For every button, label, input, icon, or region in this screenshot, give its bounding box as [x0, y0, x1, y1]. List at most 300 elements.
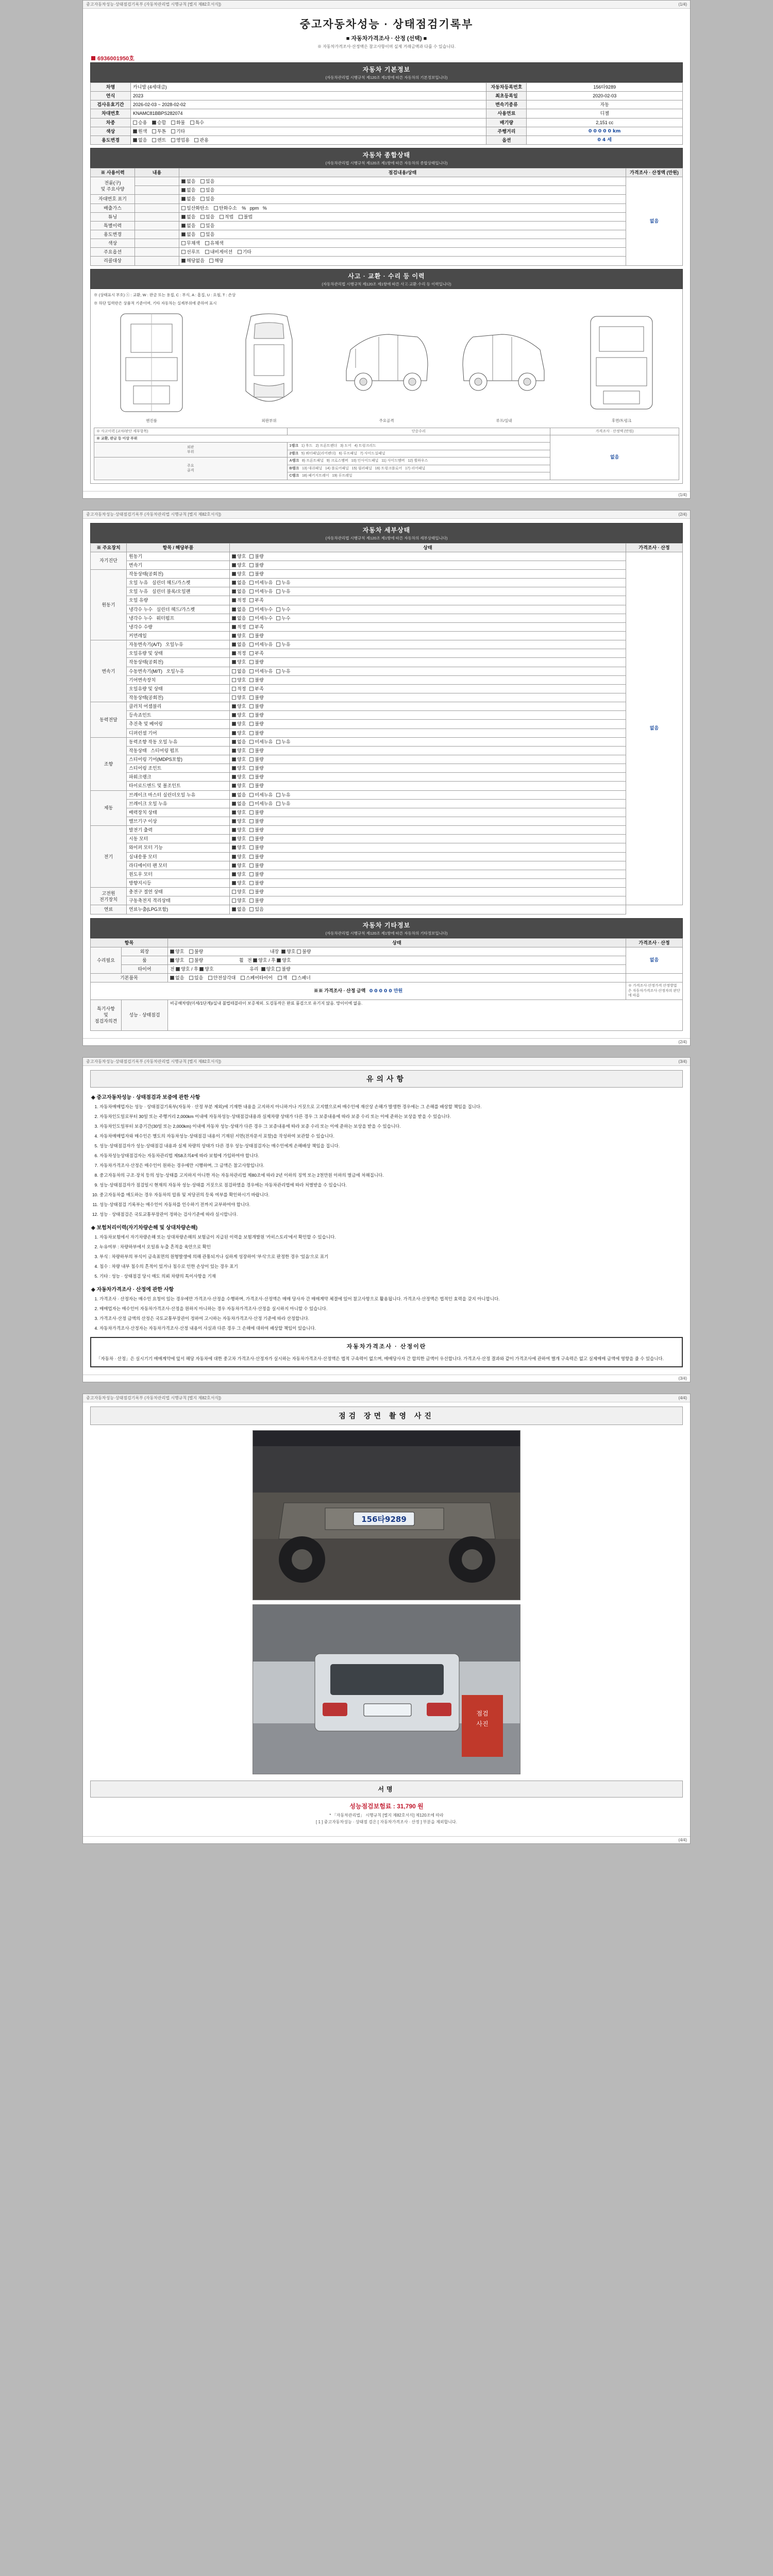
checkbox-icon[interactable] — [232, 740, 236, 744]
checkbox-icon[interactable] — [232, 784, 236, 788]
state-option[interactable]: 있음 — [200, 178, 214, 184]
checkbox-icon[interactable] — [249, 687, 254, 691]
checkbox-icon[interactable] — [241, 976, 245, 980]
value-first-reg: 2020-02-03 — [527, 92, 683, 100]
checkbox-icon[interactable] — [249, 890, 254, 894]
fee-value: 31,790 원 — [397, 1802, 424, 1810]
status-option[interactable]: 양호 — [170, 957, 184, 963]
page-number: (4/4) — [678, 1395, 687, 1400]
checkbox-icon[interactable] — [232, 828, 236, 832]
checkbox-icon[interactable] — [176, 967, 180, 971]
special-label: 특기사항 및 점검자의견 — [91, 999, 122, 1030]
checkbox-icon[interactable] — [189, 958, 193, 962]
checkbox-icon[interactable] — [249, 837, 254, 841]
checkbox-icon[interactable] — [170, 976, 174, 980]
checkbox-icon[interactable] — [232, 845, 236, 850]
checkbox-icon[interactable] — [152, 129, 156, 133]
checkbox-icon[interactable] — [249, 881, 254, 885]
checkbox-icon[interactable] — [249, 598, 254, 602]
checkbox-icon[interactable] — [249, 669, 254, 673]
etc-item-label: 룸 — [122, 956, 168, 964]
state-option[interactable]: 탄화수소 — [214, 205, 237, 211]
checkbox-icon[interactable] — [249, 563, 254, 567]
checkbox-icon[interactable] — [232, 554, 236, 558]
status-option[interactable]: 양호 — [232, 730, 246, 736]
status-option[interactable]: 불량 — [249, 677, 263, 683]
checkbox-icon[interactable] — [171, 138, 175, 142]
checkbox-icon[interactable] — [232, 581, 236, 585]
item-status — [230, 852, 626, 861]
status-option[interactable]: 있음 — [189, 975, 203, 981]
checkbox-icon[interactable] — [281, 950, 285, 954]
checkbox-icon[interactable] — [276, 607, 280, 612]
value-change: 0 4 세 — [527, 135, 683, 144]
checkbox-icon[interactable] — [205, 241, 209, 245]
checkbox-icon[interactable] — [249, 740, 254, 744]
state-option[interactable]: 없음 — [181, 214, 195, 220]
status-option-2[interactable]: 내장 양호 불량 — [270, 948, 311, 954]
checkbox-icon[interactable] — [181, 241, 186, 245]
status-option[interactable]: 양호 — [232, 897, 246, 904]
status-option[interactable]: 미세누수 — [249, 615, 273, 621]
status-option[interactable]: 양호 — [232, 827, 246, 833]
status-option[interactable]: 미세누유 — [249, 588, 273, 595]
status-option[interactable]: 누유 — [276, 801, 290, 807]
checkbox-icon[interactable] — [232, 907, 236, 911]
status-option[interactable]: 전 양호 / 후 양호 — [170, 966, 214, 972]
checkbox-icon[interactable] — [170, 950, 174, 954]
status-option[interactable]: 불량 — [249, 756, 263, 762]
checkbox-icon[interactable] — [249, 651, 254, 655]
status-option[interactable]: 양호 — [232, 783, 246, 789]
checkbox-icon[interactable] — [232, 775, 236, 779]
status-option[interactable]: 양호 — [232, 694, 246, 701]
status-option[interactable]: 양호 — [232, 836, 246, 842]
checkbox-icon[interactable] — [133, 129, 137, 133]
status-option[interactable]: 양호 — [232, 633, 246, 639]
state-option[interactable]: 없음 — [181, 187, 195, 193]
checkbox-icon[interactable] — [249, 572, 254, 576]
checkbox-icon[interactable] — [249, 793, 254, 797]
state-option[interactable]: 일산화탄소 — [181, 205, 209, 211]
checkbox-icon[interactable] — [208, 976, 212, 980]
checkbox-icon[interactable] — [249, 625, 254, 629]
checkbox-icon[interactable] — [239, 215, 243, 219]
status-option[interactable]: 불량 — [249, 889, 263, 895]
state-option[interactable]: 없음 — [181, 178, 195, 184]
status-option[interactable]: 없음 — [232, 792, 246, 798]
status-option[interactable]: 양호 — [232, 677, 246, 683]
checkbox-icon[interactable] — [249, 749, 254, 753]
th-status: 상태 — [230, 543, 626, 552]
checkbox-icon[interactable] — [232, 810, 236, 815]
state-option[interactable]: 불법 — [239, 214, 253, 220]
checkbox-icon[interactable] — [232, 881, 236, 885]
state-option[interactable]: 유채색 — [205, 240, 224, 246]
checkbox-icon[interactable] — [232, 678, 236, 682]
state-option[interactable]: 없음 — [181, 223, 195, 229]
checkbox-icon[interactable] — [249, 802, 254, 806]
state-option[interactable]: 해당없음 — [181, 258, 205, 264]
status-option[interactable]: 양호 — [232, 703, 246, 709]
checkbox-icon[interactable] — [181, 250, 186, 254]
checkbox-icon[interactable] — [276, 589, 280, 594]
type-option[interactable]: 특수 — [190, 120, 204, 126]
status-option[interactable]: 불량 — [249, 827, 263, 833]
status-option[interactable]: 적정 — [232, 624, 246, 630]
checkbox-icon[interactable] — [249, 828, 254, 832]
state-option[interactable]: 있음 — [200, 187, 214, 193]
checkbox-icon[interactable] — [232, 802, 236, 806]
checkbox-icon[interactable] — [232, 572, 236, 576]
checkbox-icon[interactable] — [133, 121, 137, 125]
status-option[interactable]: 불량 — [249, 774, 263, 780]
checkbox-icon[interactable] — [232, 616, 236, 620]
checkbox-icon[interactable] — [277, 958, 281, 962]
status-option[interactable]: 누유 — [276, 792, 290, 798]
checkbox-icon[interactable] — [232, 669, 236, 673]
status-option[interactable]: 부족 — [249, 686, 263, 692]
status-option[interactable]: 양호 — [232, 712, 246, 718]
checkbox-icon[interactable] — [232, 660, 236, 664]
checkbox-icon[interactable] — [261, 967, 265, 971]
status-option[interactable]: 불량 — [249, 809, 263, 816]
page-4-top-bar — [83, 1394, 690, 1402]
checkbox-icon[interactable] — [249, 642, 254, 647]
status-option-glass[interactable]: 유리 양호 불량 — [249, 966, 291, 972]
status-option[interactable]: 양호 — [232, 818, 246, 824]
checkbox-icon[interactable] — [249, 731, 254, 735]
checkbox-icon[interactable] — [205, 250, 209, 254]
checkbox-icon[interactable] — [249, 696, 254, 700]
status-option[interactable]: 없음 — [170, 975, 184, 981]
status-option[interactable]: 누수 — [276, 615, 290, 621]
status-option[interactable]: 양호 — [232, 844, 246, 851]
checkbox-icon[interactable] — [249, 899, 254, 903]
checkbox-icon[interactable] — [276, 581, 280, 585]
status-option[interactable]: 없음 — [232, 906, 246, 912]
status-option[interactable]: 불량 — [249, 765, 263, 771]
status-option[interactable]: 미세누유 — [249, 641, 273, 648]
status-option[interactable]: 불량 — [249, 553, 263, 560]
checkbox-icon[interactable] — [171, 129, 175, 133]
checkbox-icon[interactable] — [200, 232, 205, 236]
checkbox-icon[interactable] — [249, 713, 254, 717]
status-option[interactable]: 스패너 — [292, 975, 311, 981]
checkbox-icon[interactable] — [232, 687, 236, 691]
status-option[interactable]: 누유 — [276, 739, 290, 745]
checkbox-icon[interactable] — [181, 188, 186, 192]
checkbox-icon[interactable] — [181, 224, 186, 228]
checkbox-icon[interactable] — [232, 563, 236, 567]
status-option[interactable]: 미세누유 — [249, 801, 273, 807]
state-option[interactable]: 있음 — [200, 196, 214, 202]
status-option[interactable]: 불량 — [249, 694, 263, 701]
checkbox-icon[interactable] — [249, 855, 254, 859]
checkbox-icon[interactable] — [249, 704, 254, 708]
item-label: 작동상태(공회전) — [127, 693, 230, 702]
status-option[interactable]: 누수 — [276, 606, 290, 613]
checkbox-icon[interactable] — [253, 958, 257, 962]
status-option[interactable]: 양호 — [232, 571, 246, 577]
status-option[interactable]: 누유 — [276, 580, 290, 586]
status-option[interactable]: 양호 — [232, 765, 246, 771]
checkbox-icon[interactable] — [232, 607, 236, 612]
checkbox-icon[interactable] — [232, 899, 236, 903]
status-option[interactable]: 양호 — [232, 889, 246, 895]
status-option[interactable]: 불량 — [249, 703, 263, 709]
checkbox-icon[interactable] — [189, 976, 193, 980]
checkbox-icon[interactable] — [189, 950, 193, 954]
checkbox-icon[interactable] — [214, 206, 218, 210]
checkbox-icon[interactable] — [297, 950, 301, 954]
section-header-detail — [90, 523, 683, 543]
status-option[interactable]: 불량 — [249, 571, 263, 577]
state-option[interactable]: 없음 — [181, 231, 195, 238]
status-option[interactable]: 불량 — [249, 880, 263, 886]
state-option[interactable]: 있음 — [200, 231, 214, 238]
checkbox-icon[interactable] — [276, 669, 280, 673]
status-option[interactable]: 없음 — [232, 641, 246, 648]
status-option[interactable]: 불량 — [249, 721, 263, 727]
status-option[interactable]: 적정 — [232, 650, 246, 656]
checkbox-icon[interactable] — [181, 206, 186, 210]
color-option[interactable]: 투톤 — [152, 128, 166, 134]
status-option[interactable]: 양호 — [232, 854, 246, 860]
status-option[interactable]: 미세누유 — [249, 580, 273, 586]
checkbox-icon[interactable] — [278, 976, 282, 980]
status-option[interactable]: 양호 — [232, 756, 246, 762]
checkbox-icon[interactable] — [249, 810, 254, 815]
checkbox-icon[interactable] — [249, 784, 254, 788]
status-option-wheel[interactable]: 휠 전 양호 / 후 양호 — [239, 957, 291, 963]
item-status — [230, 843, 626, 852]
checkbox-icon[interactable] — [232, 696, 236, 700]
status-option[interactable]: 불량 — [249, 818, 263, 824]
checkbox-icon[interactable] — [181, 215, 186, 219]
status-option[interactable]: 없음 — [232, 588, 246, 595]
type-option[interactable]: 화물 — [171, 120, 185, 126]
status-option[interactable]: 불량 — [249, 659, 263, 665]
type-option[interactable]: 승합 — [152, 120, 166, 126]
status-option[interactable]: 양호 — [232, 871, 246, 877]
status-option[interactable]: 양호 — [232, 809, 246, 816]
status-option[interactable]: 부족 — [249, 624, 263, 630]
checkbox-icon[interactable] — [232, 598, 236, 602]
checkbox-icon[interactable] — [249, 863, 254, 868]
checkbox-icon[interactable] — [232, 749, 236, 753]
checkbox-icon[interactable] — [232, 642, 236, 647]
status-option[interactable]: 불량 — [249, 844, 263, 851]
status-option[interactable]: 양호 — [170, 948, 184, 955]
status-option[interactable]: 양호 — [232, 562, 246, 568]
state-option[interactable]: 없음 — [181, 196, 195, 202]
state-option[interactable]: % ppm % — [242, 205, 267, 211]
checkbox-icon[interactable] — [232, 704, 236, 708]
checkbox-icon[interactable] — [232, 890, 236, 894]
checkbox-icon[interactable] — [171, 121, 175, 125]
checkbox-icon[interactable] — [181, 259, 186, 263]
status-option[interactable]: 불량 — [249, 748, 263, 754]
table-header-row — [91, 543, 683, 552]
color-option[interactable]: 기타 — [171, 128, 185, 134]
checkbox-icon[interactable] — [249, 907, 254, 911]
checkbox-icon[interactable] — [276, 793, 280, 797]
status-option[interactable]: 양호 — [232, 880, 246, 886]
status-option[interactable]: 양호 — [232, 774, 246, 780]
status-option[interactable]: 양호 — [232, 721, 246, 727]
checkbox-icon[interactable] — [200, 188, 205, 192]
use-option[interactable]: 영업용 — [171, 137, 190, 143]
checkbox-icon[interactable] — [249, 607, 254, 612]
checkbox-icon[interactable] — [249, 678, 254, 682]
checkbox-icon[interactable] — [232, 837, 236, 841]
checkbox-icon[interactable] — [133, 138, 137, 142]
status-option[interactable]: 불량 — [189, 957, 203, 963]
state-option[interactable]: 기타 — [238, 249, 251, 255]
status-option[interactable]: 누유 — [276, 668, 290, 674]
status-option[interactable]: 불량 — [249, 836, 263, 842]
checkbox-icon[interactable] — [232, 819, 236, 823]
checkbox-icon[interactable] — [232, 766, 236, 770]
checkbox-icon[interactable] — [249, 757, 254, 761]
status-option[interactable]: 양호 — [232, 659, 246, 665]
checkbox-icon[interactable] — [276, 642, 280, 647]
checkbox-icon[interactable] — [249, 872, 254, 876]
status-option[interactable]: 미세누유 — [249, 792, 273, 798]
status-option[interactable]: 없음 — [232, 801, 246, 807]
status-option[interactable]: 없음 — [232, 606, 246, 613]
checkbox-icon[interactable] — [276, 740, 280, 744]
status-option[interactable]: 스페어타이어 — [241, 975, 273, 981]
status-option[interactable]: 잭 — [278, 975, 288, 981]
status-option[interactable]: 양호 — [232, 748, 246, 754]
status-option[interactable]: 안전삼각대 — [208, 975, 236, 981]
checkbox-icon[interactable] — [190, 121, 194, 125]
status-option[interactable]: 불량 — [249, 783, 263, 789]
checkbox-icon[interactable] — [232, 731, 236, 735]
checkbox-icon[interactable] — [232, 651, 236, 655]
state-option[interactable]: 적법 — [220, 214, 233, 220]
status-option[interactable]: 불량 — [249, 633, 263, 639]
state-option[interactable]: 있음 — [200, 223, 214, 229]
checkbox-icon[interactable] — [220, 215, 224, 219]
checkbox-icon[interactable] — [249, 554, 254, 558]
status-option[interactable]: 없음 — [232, 580, 246, 586]
status-option[interactable]: 미세누유 — [249, 668, 273, 674]
checkbox-icon[interactable] — [170, 958, 174, 962]
status-option[interactable]: 누유 — [276, 641, 290, 648]
state-option[interactable]: 있음 — [200, 214, 214, 220]
status-option[interactable]: 불량 — [249, 854, 263, 860]
status-option[interactable]: 불량 — [249, 730, 263, 736]
type-option[interactable]: 승용 — [133, 120, 147, 126]
checkbox-icon[interactable] — [249, 634, 254, 638]
checkbox-icon[interactable] — [249, 722, 254, 726]
checkbox-icon[interactable] — [238, 250, 242, 254]
status-option[interactable]: 불량 — [249, 871, 263, 877]
status-option[interactable]: 적정 — [232, 686, 246, 692]
state-option[interactable]: 내비게이션 — [205, 249, 232, 255]
status-option[interactable]: 양호 — [232, 553, 246, 560]
checkbox-icon[interactable] — [276, 802, 280, 806]
state-option[interactable]: 해당 — [209, 258, 223, 264]
checkbox-icon[interactable] — [232, 757, 236, 761]
checkbox-icon[interactable] — [200, 215, 205, 219]
checkbox-icon[interactable] — [200, 197, 205, 201]
checkbox-icon[interactable] — [232, 722, 236, 726]
table-row — [91, 561, 683, 569]
checkbox-icon[interactable] — [249, 845, 254, 850]
checkbox-icon[interactable] — [181, 179, 186, 183]
checkbox-icon[interactable] — [152, 138, 156, 142]
state-option[interactable]: 무채색 — [181, 240, 200, 246]
checkbox-icon[interactable] — [249, 819, 254, 823]
checkbox-icon[interactable] — [249, 581, 254, 585]
checkbox-icon[interactable] — [249, 775, 254, 779]
state-option[interactable]: 선루프 — [181, 249, 200, 255]
status-option[interactable]: 미세누수 — [249, 606, 273, 613]
status-option[interactable]: 부족 — [249, 597, 263, 603]
status-option[interactable]: 미세누유 — [249, 739, 273, 745]
status-option[interactable]: 있음 — [249, 906, 263, 912]
checkbox-icon[interactable] — [232, 863, 236, 868]
color-option[interactable]: 원색 — [133, 128, 147, 134]
status-option[interactable]: 불량 — [189, 948, 203, 955]
use-option[interactable]: 렌트 — [152, 137, 166, 143]
checkbox-icon[interactable] — [232, 589, 236, 594]
checkbox-icon[interactable] — [181, 232, 186, 236]
checkbox-icon[interactable] — [276, 967, 280, 971]
checkbox-icon[interactable] — [181, 197, 186, 201]
checkbox-icon[interactable] — [249, 766, 254, 770]
checkbox-icon[interactable] — [292, 976, 296, 980]
checkbox-icon[interactable] — [249, 589, 254, 594]
checkbox-icon[interactable] — [152, 121, 156, 125]
checkbox-icon[interactable] — [232, 713, 236, 717]
status-option[interactable]: 적정 — [232, 597, 246, 603]
status-option[interactable]: 없음 — [232, 615, 246, 621]
checkbox-icon[interactable] — [232, 855, 236, 859]
checkbox-icon[interactable] — [232, 625, 236, 629]
status-option[interactable]: 불량 — [249, 712, 263, 718]
status-option[interactable]: 부족 — [249, 650, 263, 656]
checkbox-icon[interactable] — [276, 616, 280, 620]
checkbox-icon[interactable] — [232, 872, 236, 876]
table-row — [91, 658, 683, 667]
status-option[interactable]: 없음 — [232, 739, 246, 745]
checkbox-icon[interactable] — [249, 660, 254, 664]
checkbox-icon[interactable] — [199, 967, 204, 971]
checkbox-icon[interactable] — [232, 793, 236, 797]
status-option[interactable]: 불량 — [249, 562, 263, 568]
use-option[interactable]: 없음 — [133, 137, 147, 143]
status-option[interactable]: 양호 — [232, 862, 246, 869]
checkbox-icon[interactable] — [249, 616, 254, 620]
use-option[interactable]: 관용 — [194, 137, 208, 143]
checkbox-icon[interactable] — [232, 634, 236, 638]
status-option[interactable]: 불량 — [249, 897, 263, 904]
status-option[interactable]: 없음 — [232, 668, 246, 674]
checkbox-icon[interactable] — [200, 224, 205, 228]
checkbox-icon[interactable] — [209, 259, 213, 263]
checkbox-icon[interactable] — [194, 138, 198, 142]
status-option[interactable]: 불량 — [249, 862, 263, 869]
status-option[interactable]: 누유 — [276, 588, 290, 595]
checkbox-icon[interactable] — [200, 179, 205, 183]
value-vin: KNAMC81BBPS282074 — [131, 109, 486, 118]
th-main-device: ※ 주요장치 — [91, 543, 127, 552]
